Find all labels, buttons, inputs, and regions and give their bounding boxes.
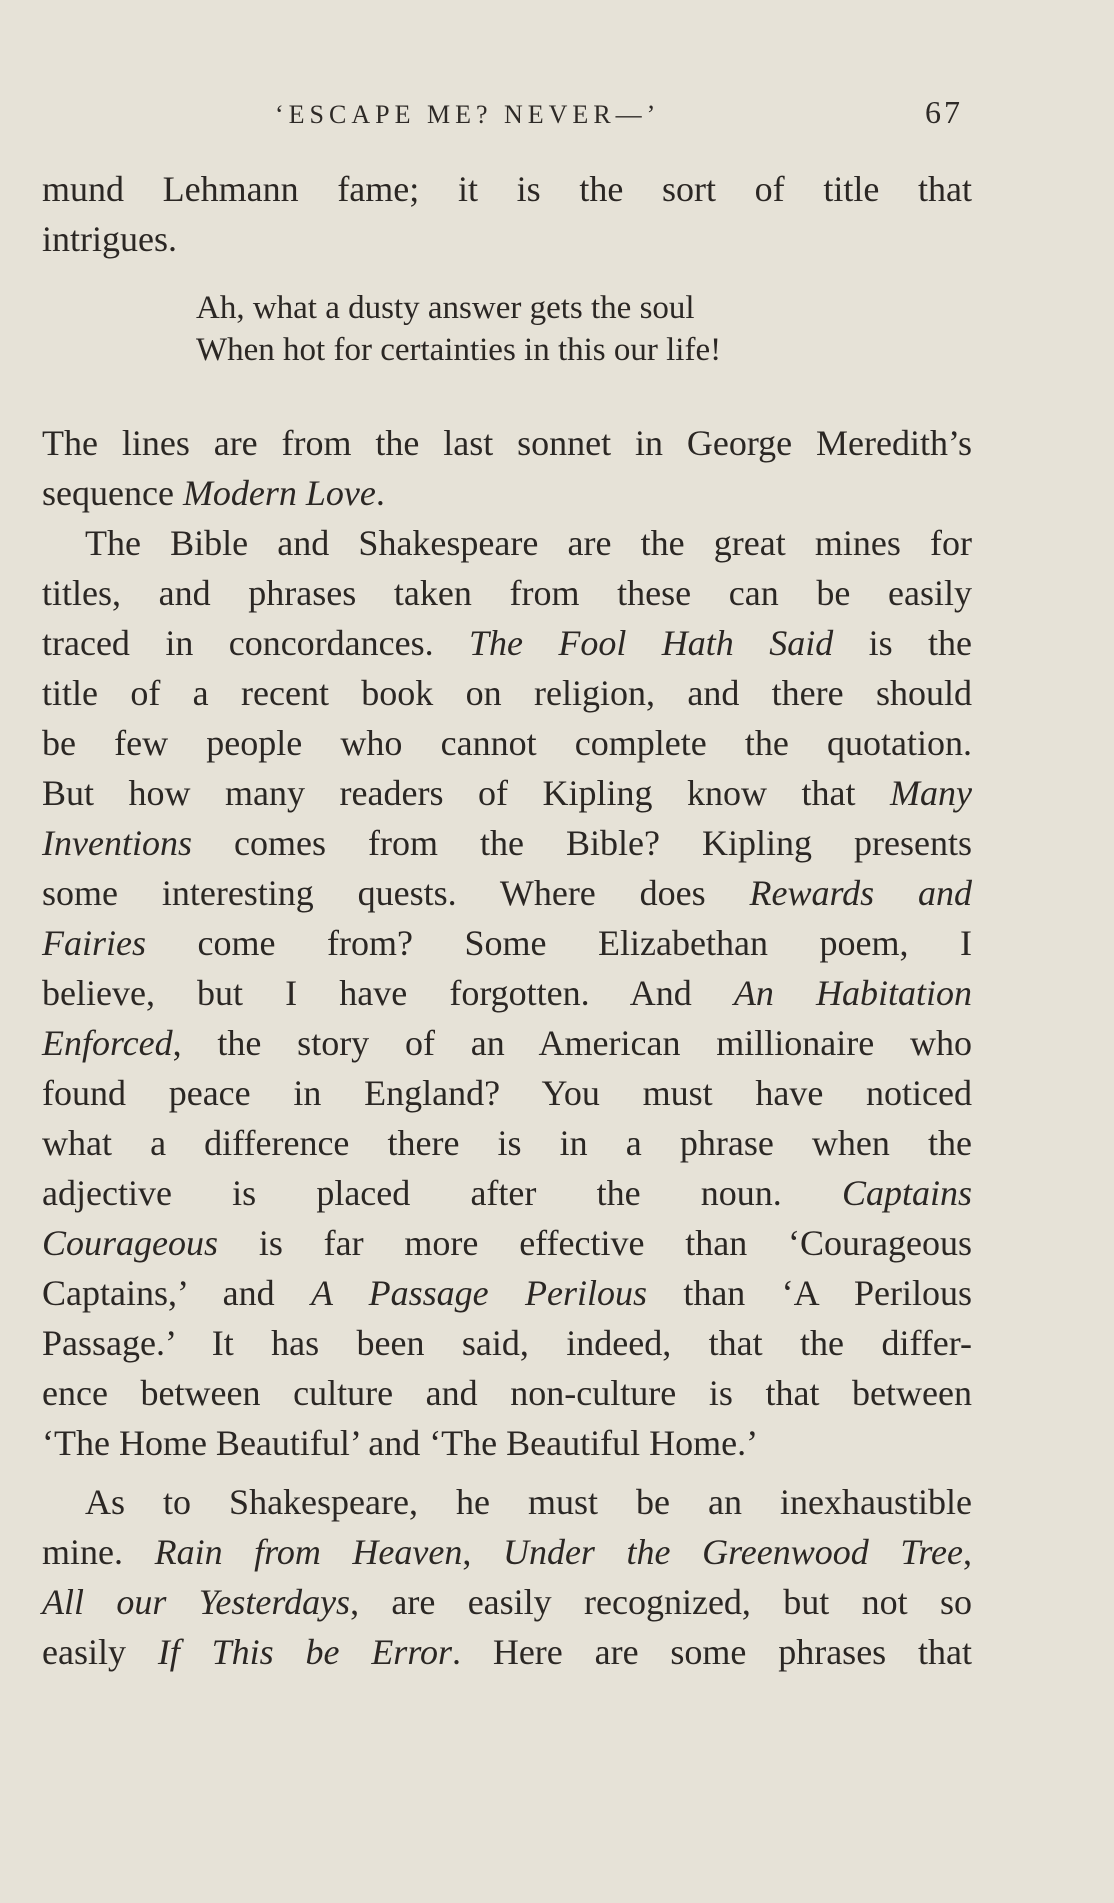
text-line: Inventions comes from the Bible? Kipling presents xyxy=(42,823,972,863)
title-italic: The Fool Hath Said xyxy=(469,623,834,663)
text-line: Fairies come from? Some Elizabethan poem, I xyxy=(42,923,972,963)
title-italic: Courageous xyxy=(42,1223,219,1263)
text-line: mund Lehmann fame; it is the sort of title that xyxy=(42,169,972,209)
title-italic: If This be Error xyxy=(157,1632,452,1672)
text-line: Captains,’ and A Passage Perilous than ‘A Perilous xyxy=(42,1273,972,1313)
text-line: ence between culture and non-culture is that between xyxy=(42,1373,972,1413)
title-italic: Fairies xyxy=(42,923,146,963)
title-italic: Many xyxy=(890,773,972,813)
title-italic: An Habitation xyxy=(733,973,972,1013)
running-title: ‘ESCAPE ME? NEVER—’ xyxy=(275,100,661,129)
text-line: Passage.’ It has been said, indeed, that the differ- xyxy=(42,1323,972,1363)
text-line: intrigues. xyxy=(42,219,177,259)
title-italic: Rewards and xyxy=(749,873,972,913)
text-line: sequence Modern Love. xyxy=(42,473,385,513)
text-line: Courageous is far more effective than ‘Courageous xyxy=(42,1223,972,1263)
text-line: found peace in England? You must have noticed xyxy=(42,1073,972,1113)
text-line: The lines are from the last sonnet in George Meredith’s xyxy=(42,423,972,463)
text-line: adjective is placed after the noun. Captains xyxy=(42,1173,972,1213)
title-italic: Modern Love xyxy=(182,473,376,513)
title-italic: All our Yesterdays xyxy=(42,1582,351,1622)
verse-line: Ah, what a dusty answer gets the soul xyxy=(196,290,695,326)
text-line: be few people who cannot complete the quotation. xyxy=(42,723,972,763)
text-line: easily If This be Error. Here are some phrases that xyxy=(42,1632,972,1672)
text-line: mine. Rain from Heaven, Under the Greenwood Tree, xyxy=(42,1532,972,1572)
title-italic: Enforced xyxy=(42,1023,173,1063)
text-line: The Bible and Shakespeare are the great mines for xyxy=(85,523,972,563)
text-line: Enforced, the story of an American millionaire who xyxy=(42,1023,972,1063)
text-line: ‘The Home Beautiful’ and ‘The Beautiful Home.’ xyxy=(42,1423,759,1463)
text-line: As to Shakespeare, he must be an inexhaustible xyxy=(85,1482,972,1522)
text-line: what a difference there is in a phrase when the xyxy=(42,1123,972,1163)
title-italic: Inventions xyxy=(42,823,192,863)
verse-line: When hot for certainties in this our life! xyxy=(196,332,722,368)
text-line: traced in concordances. The Fool Hath Said is the xyxy=(42,623,972,663)
title-italic: Under the Greenwood Tree xyxy=(502,1532,963,1572)
title-italic: Rain from Heaven xyxy=(154,1532,463,1572)
text-line: titles, and phrases taken from these can be easily xyxy=(42,573,972,613)
title-italic: A Passage Perilous xyxy=(310,1273,647,1313)
title-italic: Captains xyxy=(841,1173,972,1213)
text-line: title of a recent book on religion, and there should xyxy=(42,673,972,713)
text-line: But how many readers of Kipling know that Many xyxy=(42,773,972,813)
page-number: 67 xyxy=(925,94,963,130)
text-line: some interesting quests. Where does Rewards and xyxy=(42,873,972,913)
text-line: All our Yesterdays, are easily recognized, but not so xyxy=(42,1582,972,1622)
text-line: believe, but I have forgotten. And An Habitation xyxy=(42,973,972,1013)
